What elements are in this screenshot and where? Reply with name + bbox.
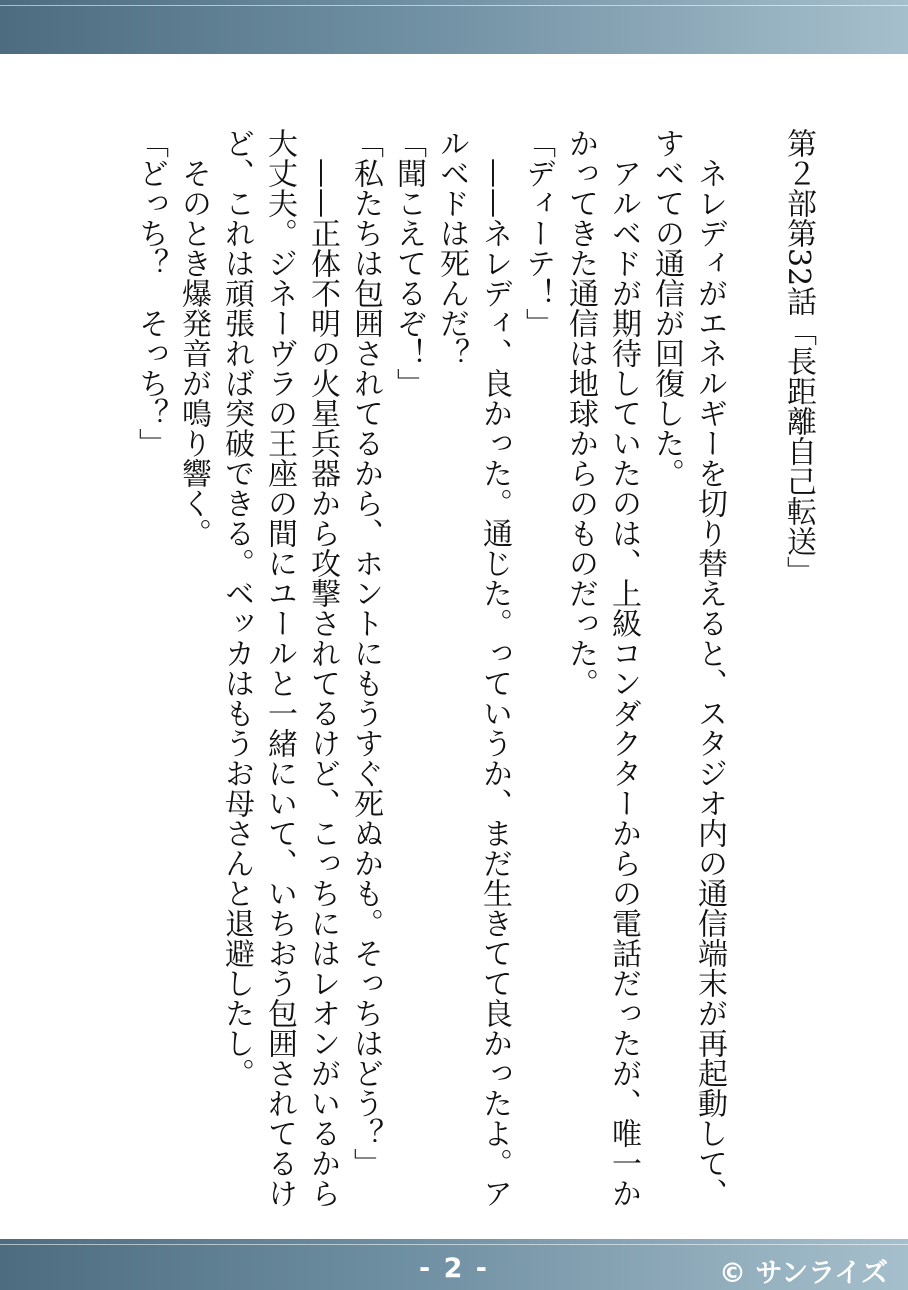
footer-bar (0, 1239, 908, 1290)
dialogue-line: 「ディーテ！」 (520, 128, 555, 338)
paragraph: ——正体不明の火星兵器から攻撃されてるけど、こっちにはレオンがいるから大丈夫。ジネーヴラの王座の間にユールと一緒にいて、いちおう包囲されてるけど、これは頑張れば突破できる。ベッカはもうお母さんと退避したし。 (219, 128, 340, 1208)
dialogue-line: 「私たちは包囲されてるから、ホントにもうすぐ死ぬかも。そっちはどう？」 (348, 128, 383, 1178)
paragraph: ネレディがエネルギーを切り替えると、スタジオ内の通信端末が再起動して、すべての通信が回復した。 (649, 128, 727, 1208)
paragraph: ——ネレディ、良かった。通じた。っていうか、まだ生きてて良かったよ。アルベドは死んだ？ (434, 128, 512, 1208)
copyright-notice: © サンライズ (719, 1258, 888, 1289)
paragraph: アルベドが期待していたのは、上級コンダクターからの電話だったが、唯一かかってきた通信は地球からのものだった。 (563, 128, 641, 1208)
vertical-text-body (100, 128, 820, 1208)
page-number: - 2 - (419, 1253, 489, 1284)
paragraph: そのとき爆発音が鳴り響く。 (176, 158, 211, 548)
dialogue-line: 「聞こえてるぞ！」 (391, 128, 426, 398)
header-bar (0, 0, 908, 54)
dialogue-line: 「どっち？ そっち？」 (133, 128, 168, 458)
chapter-title: 第２部第32話「長距離自己転送」 (781, 128, 816, 587)
